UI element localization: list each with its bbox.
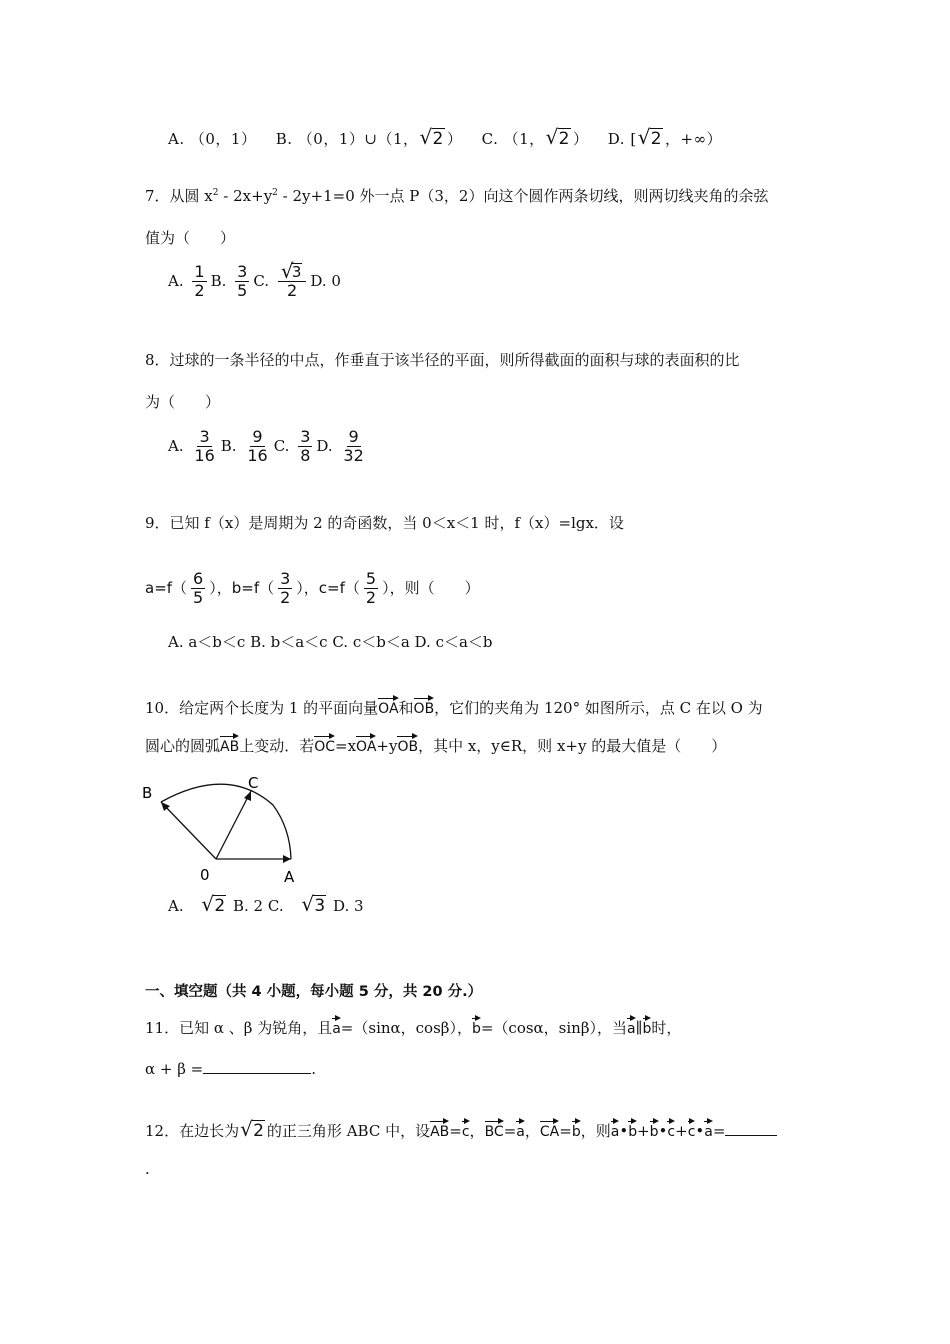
vector-b: b — [643, 1015, 652, 1038]
q8-options: A. $\frac{3}{16}$ B. $\frac{9}{16}$ C. $\frac{3}{8}$ D. $\frac{9}{32}$ — [168, 427, 364, 465]
vector-oc: OC — [314, 733, 335, 756]
label-o: 0 — [200, 866, 210, 884]
label-c: C — [248, 774, 259, 792]
q11-answer-blank[interactable] — [203, 1073, 311, 1074]
label-a: A — [284, 868, 295, 886]
vector-a: a — [332, 1015, 341, 1038]
q9-frac-c: $\frac{5}{2}$ — [365, 569, 377, 607]
q7-frac-a: $\frac{1}{2}$ — [194, 262, 205, 300]
section-title-fill-in: 一、填空题（共 4 小题，每小题 5 分，共 20 分.） — [145, 984, 483, 1000]
q8-stem-line2: 为（ ） — [145, 393, 221, 411]
q11-stem-line1: 11．已知 α 、β 为锐角，且a=（sinα，cosβ），b=（cosα，sinβ），当a∥b时， — [145, 1015, 681, 1038]
q6-option-d: D. [ — [607, 130, 637, 148]
vector-ca: CA — [540, 1118, 559, 1141]
q6-option-c: C. （1， — [481, 130, 545, 148]
vector-a: a — [704, 1118, 713, 1141]
q9-options: A. a＜b＜c B. b＜a＜c C. c＜b＜a D. c＜a＜b — [168, 633, 493, 651]
vector-oa: OA — [378, 695, 398, 718]
q10-options: A. √ 2 B. 2 C. √ 3 D. 3 — [168, 895, 364, 916]
q6-sqrt-c: √ 2 — [547, 128, 571, 149]
q8-stem-line1: 8．过球的一条半径的中点，作垂直于该半径的平面，则所得截面的面积与球的表面积的比 — [145, 351, 740, 369]
q6-sqrt-d: √ 2 — [639, 128, 663, 149]
vector-c: c — [462, 1118, 470, 1141]
q12-answer-blank[interactable] — [725, 1135, 777, 1136]
q11-stem-line2: α + β = . — [145, 1060, 317, 1078]
vector-b: b — [628, 1118, 637, 1141]
q9-frac-a: $\frac{6}{5}$ — [193, 569, 204, 607]
q6-options: A. （0，1） B. （0，1）∪（1，√ 2 ） C. （1，√ 2 ） D. [√ 2 ，+∞） — [168, 128, 722, 149]
q10-figure — [138, 770, 308, 888]
segment-oc — [216, 791, 251, 859]
q7-frac-c: √ $\frac{3}{2}$ — [278, 263, 307, 299]
q10-stem-line2: 圆心的圆弧AB上变动．若OC=xOA+yOB，其中 x，y∈R，则 x+y 的最大值是（ ） — [145, 733, 726, 756]
q8-frac-d: $\frac{9}{32}$ — [343, 427, 364, 465]
q10-stem-line1: 10．给定两个长度为 1 的平面向量OA和OB，它们的夹角为 120° 如图所示，点 C 在以 O 为 — [145, 695, 763, 718]
vector-c: c — [688, 1118, 696, 1141]
q8-frac-b: $\frac{9}{16}$ — [247, 427, 268, 465]
q7-frac-b: $\frac{3}{5}$ — [237, 262, 248, 300]
q12-sqrt: √ 2 — [241, 1120, 265, 1141]
q9-stem-line2: a=f（ $\frac{6}{5}$ ），b=f（ $\frac{3}{2}$ ），c=f（ $\frac{5}{2}$ ），则（ ） — [145, 569, 480, 607]
q7-options: A. $\frac{1}{2}$ B. $\frac{3}{5}$ C. √ $\frac{3}{2}$ D. 0 — [168, 263, 341, 299]
q9-frac-b: $\frac{3}{2}$ — [280, 569, 291, 607]
vector-ab: AB — [430, 1118, 449, 1141]
q7-stem-line1: 7．从圆 $x^2 - 2x+y^2 - 2y+1=0$ 外一点 P（3，2）向这个圆作两条切线，则两切线夹角的余弦 — [145, 187, 769, 205]
vector-b: b — [472, 1015, 481, 1038]
q10-sqrt-a: √ 2 — [202, 895, 226, 916]
q12-stem-line2: . — [145, 1160, 150, 1178]
vector-b: b — [650, 1118, 659, 1141]
vector-oa: OA — [356, 733, 376, 756]
q7-stem-line2: 值为（ ） — [145, 229, 236, 247]
q12-stem-line1: 12．在边长为√ 2 的正三角形 ABC 中，设AB=c，BC=a，CA=b，则a•b+b•c+c•a= — [145, 1118, 777, 1141]
vector-bc: BC — [485, 1118, 504, 1141]
vector-ob: OB — [397, 733, 418, 756]
label-b: B — [142, 784, 153, 802]
q6-sqrt-b: √ 2 — [421, 128, 445, 149]
vector-ob: OB — [414, 695, 435, 718]
q8-frac-c: $\frac{3}{8}$ — [300, 427, 311, 465]
vector-b: b — [572, 1118, 581, 1141]
q8-frac-a: $\frac{3}{16}$ — [194, 427, 215, 465]
q6-option-b: B. （0，1）∪（1， — [275, 130, 419, 148]
q9-stem-line1: 9．已知 f（x）是周期为 2 的奇函数，当 0＜x＜1 时，f（x）=lgx．设 — [145, 514, 624, 532]
arc-ab: AB — [220, 733, 239, 756]
vector-a: a — [611, 1118, 620, 1141]
q6-option-a: A. （0，1） — [168, 130, 257, 148]
q10-sqrt-c: √ 3 — [302, 895, 326, 916]
vector-c: c — [667, 1118, 675, 1141]
segment-ob — [161, 802, 216, 859]
vector-a: a — [516, 1118, 525, 1141]
vector-a: a — [627, 1015, 636, 1038]
